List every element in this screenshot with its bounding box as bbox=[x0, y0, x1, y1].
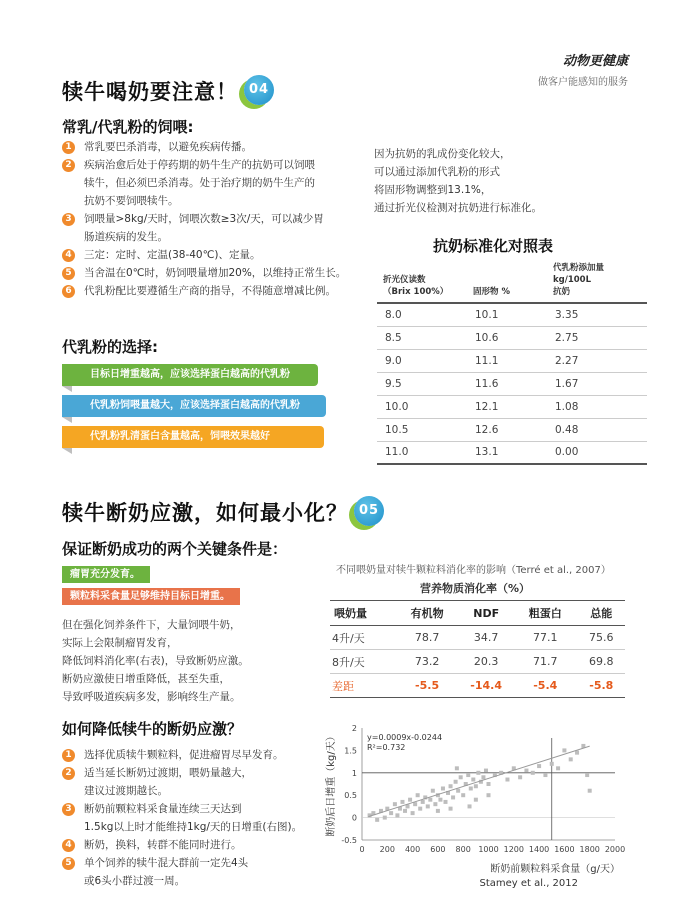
brand-title: 动物更健康 bbox=[562, 54, 628, 69]
std-table bbox=[377, 262, 647, 465]
data-point bbox=[543, 773, 547, 777]
table-cell: 77.1 bbox=[513, 626, 578, 650]
data-point bbox=[575, 751, 579, 755]
data-point bbox=[400, 800, 404, 804]
data-point bbox=[438, 798, 442, 802]
data-point bbox=[562, 748, 566, 752]
number-badge: 2 bbox=[62, 767, 75, 780]
table-row bbox=[377, 326, 647, 349]
section1-title bbox=[62, 76, 274, 108]
ribbon-2: 代乳粉饲喂量越大，应该选择蛋白越高的代乳粉 bbox=[62, 395, 326, 417]
data-point bbox=[451, 795, 455, 799]
table-cell: 0.48 bbox=[547, 418, 647, 441]
table-header: 喂奶量 bbox=[330, 601, 395, 626]
table-row bbox=[330, 650, 625, 674]
std-table-title: 抗奶标准化对照表 bbox=[433, 237, 554, 255]
x-tick-label: 600 bbox=[430, 845, 446, 854]
table-header: 有机物 bbox=[395, 601, 460, 626]
section2-badge: 05 bbox=[354, 496, 384, 526]
table-cell: 75.6 bbox=[578, 626, 625, 650]
table-header: 总能 bbox=[578, 601, 625, 626]
para-line: 实际上会限制瘤胃发育， bbox=[62, 637, 178, 649]
x-tick-label: 0 bbox=[359, 845, 365, 854]
list-item bbox=[62, 138, 362, 156]
table-cell: 12.1 bbox=[467, 395, 547, 418]
std-th-solids: 固形物 % bbox=[467, 262, 547, 303]
data-point bbox=[481, 775, 485, 779]
data-point bbox=[441, 786, 445, 790]
section2-list bbox=[62, 746, 342, 890]
data-point bbox=[383, 816, 387, 820]
diff-cell: 差距 bbox=[330, 674, 395, 698]
data-point bbox=[426, 804, 430, 808]
data-point bbox=[431, 789, 435, 793]
table-cell: 69.8 bbox=[578, 650, 625, 674]
data-point bbox=[474, 784, 478, 788]
data-point bbox=[469, 786, 473, 790]
y-tick-label: 2 bbox=[351, 724, 357, 733]
diges-caption: 不同喂奶量对犊牛颗粒料消化率的影响（Terré et al., 2007） bbox=[336, 565, 611, 576]
table-row bbox=[377, 441, 647, 464]
table-cell: 73.2 bbox=[395, 650, 460, 674]
section1-title-text: 犊牛喝奶要注意！ bbox=[62, 80, 238, 104]
number-badge: 2 bbox=[62, 159, 75, 172]
section2-title bbox=[62, 497, 384, 529]
table-cell: 9.5 bbox=[377, 372, 467, 395]
section1-sub1: 常乳/代乳粉的饲喂: bbox=[62, 118, 194, 136]
source-label: Stamey et al., 2012 bbox=[479, 878, 578, 889]
table-cell: 0.00 bbox=[547, 441, 647, 464]
x-tick-label: 800 bbox=[455, 845, 471, 854]
table-row bbox=[377, 418, 647, 441]
data-point bbox=[443, 800, 447, 804]
list-item bbox=[62, 854, 342, 890]
list-item bbox=[62, 282, 362, 300]
section1-sub2: 代乳粉的选择: bbox=[62, 338, 158, 356]
x-tick-label: 1200 bbox=[503, 845, 524, 854]
list-item-line: 单个饲养的犊牛混大群前一定先4头 bbox=[84, 857, 249, 869]
data-point bbox=[459, 775, 463, 779]
data-point bbox=[375, 818, 379, 822]
number-badge: 3 bbox=[62, 803, 75, 816]
data-point bbox=[413, 802, 417, 806]
para-line: 导致呼吸道疾病多发，影响终生产量。 bbox=[62, 691, 241, 703]
right-text-line: 可以通过添加代乳粉的形式 bbox=[374, 166, 500, 178]
tag-rumen: 瘤胃充分发育。 bbox=[62, 566, 150, 583]
list-item-line: 或6头小群过渡一周。 bbox=[84, 875, 186, 887]
equation-label: y=0.0009x-0.0244 bbox=[367, 733, 443, 742]
data-point bbox=[585, 773, 589, 777]
table-cell: 10.5 bbox=[377, 418, 467, 441]
section1-badge: 04 bbox=[244, 75, 274, 105]
std-th-amount: 代乳粉添加量 kg/100L 抗奶 bbox=[547, 262, 647, 303]
digestibility-table bbox=[330, 600, 625, 698]
list-item-line: 疾病治愈后处于停药期的奶牛生产的抗奶可以饲喂 bbox=[84, 159, 315, 171]
list-item-line: 适当延长断奶过渡期，喂奶量越大， bbox=[84, 767, 252, 779]
ribbon-1: 目标日增重越高，应该选择蛋白越高的代乳粉 bbox=[62, 364, 318, 386]
brand-subtitle: 做客户能感知的服务 bbox=[538, 77, 628, 88]
data-point bbox=[449, 807, 453, 811]
data-point bbox=[408, 798, 412, 802]
section1-list bbox=[62, 138, 362, 300]
x-tick-label: 1400 bbox=[528, 845, 550, 854]
brand-block bbox=[538, 50, 628, 88]
table-cell: 9.0 bbox=[377, 349, 467, 372]
data-point bbox=[416, 793, 420, 797]
list-item-line: 选择优质犊牛颗粒料，促进瘤胃尽早发育。 bbox=[84, 749, 284, 761]
section1-right-text bbox=[374, 145, 654, 217]
number-badge: 5 bbox=[62, 267, 75, 280]
diff-cell: -14.4 bbox=[459, 674, 512, 698]
list-item bbox=[62, 156, 362, 210]
section2-para bbox=[62, 616, 322, 706]
table-cell: 78.7 bbox=[395, 626, 460, 650]
list-item-line: 常乳要巴杀消毒，以避免疾病传播。 bbox=[84, 141, 252, 153]
table-cell: 2.75 bbox=[547, 326, 647, 349]
list-item bbox=[62, 800, 342, 836]
number-badge: 6 bbox=[62, 285, 75, 298]
table-cell: 1.67 bbox=[547, 372, 647, 395]
list-item bbox=[62, 210, 362, 246]
number-badge: 1 bbox=[62, 141, 75, 154]
x-tick-label: 400 bbox=[404, 845, 421, 854]
data-point bbox=[436, 809, 440, 813]
data-point bbox=[421, 800, 425, 804]
number-badge: 4 bbox=[62, 839, 75, 852]
y-tick-label: 0.5 bbox=[344, 791, 357, 801]
data-point bbox=[505, 778, 509, 782]
data-point bbox=[487, 793, 491, 797]
diff-cell: -5.4 bbox=[513, 674, 578, 698]
data-point bbox=[537, 764, 541, 768]
r2-label: R²=0.732 bbox=[367, 743, 406, 752]
ribbon-3: 代乳粉乳清蛋白含量越高，饲喂效果越好 bbox=[62, 426, 324, 448]
data-point bbox=[455, 766, 459, 770]
right-text-line: 通过折光仪检测对抗奶进行标准化。 bbox=[374, 202, 542, 214]
data-point bbox=[531, 771, 535, 775]
list-item bbox=[62, 836, 342, 854]
data-point bbox=[569, 757, 573, 761]
table-row bbox=[330, 626, 625, 650]
list-item-line: 三定：定时、定温(38-40℃)、定量。 bbox=[84, 249, 261, 261]
data-point bbox=[461, 793, 465, 797]
list-item-line: 建议过渡期越长。 bbox=[84, 785, 168, 797]
y-tick-label: -0.5 bbox=[341, 836, 357, 845]
data-point bbox=[487, 782, 491, 786]
table-row bbox=[377, 372, 647, 395]
x-tick-label: 200 bbox=[379, 845, 395, 854]
right-text-line: 因为抗奶的乳成份变化较大， bbox=[374, 148, 511, 160]
table-cell: 13.1 bbox=[467, 441, 547, 464]
table-cell: 71.7 bbox=[513, 650, 578, 674]
table-cell: 11.0 bbox=[377, 441, 467, 464]
diff-cell: -5.5 bbox=[395, 674, 460, 698]
list-item-line: 当舍温在0℃时，奶饲喂量增加20%，以维持正常生长。 bbox=[84, 267, 347, 279]
table-cell: 8.0 bbox=[377, 303, 467, 326]
data-point bbox=[484, 769, 488, 773]
data-point bbox=[389, 811, 393, 815]
table-cell: 34.7 bbox=[459, 626, 512, 650]
table-cell: 12.6 bbox=[467, 418, 547, 441]
list-item-line: 抗奶不要饲喂犊牛。 bbox=[84, 195, 179, 207]
table-cell: 10.6 bbox=[467, 326, 547, 349]
number-badge: 4 bbox=[62, 249, 75, 262]
table-cell: 10.1 bbox=[467, 303, 547, 326]
section2-title-text: 犊牛断奶应激，如何最小化？ bbox=[62, 501, 348, 525]
std-th-brix: 折光仪读数 （Brix 100%） bbox=[377, 262, 467, 303]
data-point bbox=[433, 802, 437, 806]
table-header: NDF bbox=[459, 601, 512, 626]
data-point bbox=[556, 766, 560, 770]
data-point bbox=[411, 811, 415, 815]
table-cell: 11.6 bbox=[467, 372, 547, 395]
data-point bbox=[466, 773, 470, 777]
list-item-line: 断奶前颗粒料采食量连续三天达到 bbox=[84, 803, 242, 815]
section2-sub1: 保证断奶成功的两个关键条件是： bbox=[62, 540, 288, 558]
x-tick-label: 1600 bbox=[554, 845, 575, 854]
data-point bbox=[418, 807, 422, 811]
table-cell: 1.08 bbox=[547, 395, 647, 418]
list-item bbox=[62, 746, 342, 764]
data-point bbox=[428, 798, 432, 802]
number-badge: 5 bbox=[62, 857, 75, 870]
fit-line bbox=[368, 746, 589, 817]
x-tick-label: 2000 bbox=[604, 845, 626, 854]
list-item-line: 犊牛，但必须巴杀消毒。处于治疗期的奶牛生产的 bbox=[84, 177, 315, 189]
table-row bbox=[377, 349, 647, 372]
list-item-line: 代乳粉配比要遵循生产商的指导，不得随意增减比例。 bbox=[84, 285, 336, 297]
y-tick-label: 0 bbox=[351, 813, 357, 823]
table-cell: 8升/天 bbox=[330, 650, 395, 674]
data-point bbox=[403, 809, 407, 813]
x-tick-label: 1000 bbox=[478, 845, 499, 854]
list-item bbox=[62, 764, 342, 800]
data-point bbox=[471, 778, 475, 782]
number-badge: 1 bbox=[62, 749, 75, 762]
list-item-line: 饲喂量>8kg/天时，饲喂次数≥3次/天，可以减少胃 bbox=[84, 213, 324, 225]
table-cell: 8.5 bbox=[377, 326, 467, 349]
data-point bbox=[550, 762, 554, 766]
list-item-line: 断奶，换料，转群不能同时进行。 bbox=[84, 839, 242, 851]
x-axis-label: 断奶前颗粒料采食量（g/天） bbox=[490, 864, 620, 875]
list-item bbox=[62, 246, 362, 264]
x-tick-label: 1800 bbox=[579, 845, 600, 854]
table-cell: 3.35 bbox=[547, 303, 647, 326]
y-tick-label: 1.5 bbox=[344, 746, 357, 756]
diff-cell: -5.8 bbox=[578, 674, 625, 698]
right-text-line: 将固形物调整到13.1%， bbox=[374, 184, 492, 196]
data-point bbox=[588, 789, 592, 793]
data-point bbox=[524, 769, 528, 773]
table-cell: 4升/天 bbox=[330, 626, 395, 650]
section2-sub2: 如何降低犊牛的断奶应激？ bbox=[62, 720, 243, 738]
para-line: 降低饲料消化率(右表)，导致断奶应激。 bbox=[62, 655, 249, 667]
data-point bbox=[518, 775, 522, 779]
table-header: 粗蛋白 bbox=[513, 601, 578, 626]
number-badge: 3 bbox=[62, 213, 75, 226]
diges-subcaption: 营养物质消化率（%） bbox=[420, 582, 531, 595]
data-point bbox=[476, 771, 480, 775]
data-point bbox=[454, 780, 458, 784]
table-row bbox=[377, 395, 647, 418]
para-line: 但在强化饲养条件下，大量饲喂牛奶， bbox=[62, 619, 241, 631]
list-item-line: 肠道疾病的发生。 bbox=[84, 231, 168, 243]
table-cell: 2.27 bbox=[547, 349, 647, 372]
table-cell: 11.1 bbox=[467, 349, 547, 372]
table-cell: 10.0 bbox=[377, 395, 467, 418]
data-point bbox=[474, 798, 478, 802]
tag-intake: 颗粒料采食量足够维持目标日增重。 bbox=[62, 588, 240, 605]
y-axis-label: 断奶后日增重（kg/天） bbox=[326, 731, 337, 837]
scatter-chart bbox=[320, 720, 640, 900]
list-item bbox=[62, 264, 362, 282]
list-item-line: 1.5kg以上时才能维持1kg/天的日增重(右图)。 bbox=[84, 821, 303, 833]
y-tick-label: 1 bbox=[351, 768, 357, 778]
data-point bbox=[468, 804, 472, 808]
diff-row bbox=[330, 674, 625, 698]
data-point bbox=[393, 802, 397, 806]
table-cell: 20.3 bbox=[459, 650, 512, 674]
table-row bbox=[377, 303, 647, 326]
data-point bbox=[449, 784, 453, 788]
data-point bbox=[456, 789, 460, 793]
data-point bbox=[395, 813, 399, 817]
para-line: 断奶应激使日增重降低，甚至失重， bbox=[62, 673, 230, 685]
